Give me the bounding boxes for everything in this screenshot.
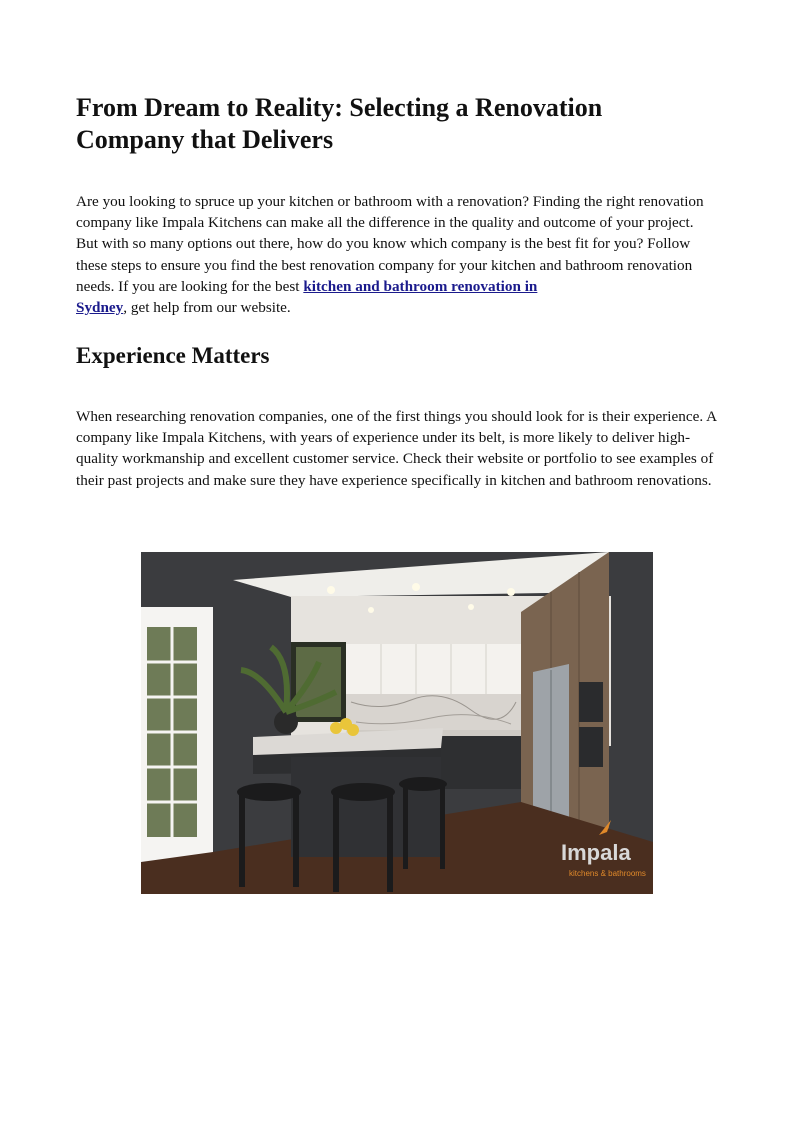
experience-paragraph: When researching renovation companies, one of the first things you should look for is their experience. A company like Impala Kitchens, with years of experience under its belt, is more likely to deliver high-quality workmanship and excellent customer service. Check their website or portfolio to see examples of their past projects and make sure they have experience specifically in kitchen and bathroom renovations. <box>76 408 717 489</box>
svg-text:kitchens & bathrooms: kitchens & bathrooms <box>569 869 646 878</box>
kitchen-bathroom-renovation-link[interactable]: kitchen and bathroom renovation in Sydney <box>76 277 538 317</box>
intro-paragraph <box>76 191 718 318</box>
intro-text-end: , get help from our website. <box>123 299 291 317</box>
impala-logo: Impala <box>561 840 631 865</box>
section-heading: Experience Matters <box>76 343 270 368</box>
intro-text: Are you looking to spruce up your kitchen or bathroom with a renovation? Finding the right renovation company like Impala Kitchens can make all the difference in the quality and outcome of your project. But with so many options out there, how do you know which company is the best fit for you? Follow these steps to ensure you find the best renovation company for your kitchen and bathroom renovation needs. If you are looking for the best <box>76 193 704 295</box>
kitchen-photo <box>141 552 653 894</box>
article-title: From Dream to Reality: Selecting a Renovation Company that Delivers <box>76 93 603 154</box>
